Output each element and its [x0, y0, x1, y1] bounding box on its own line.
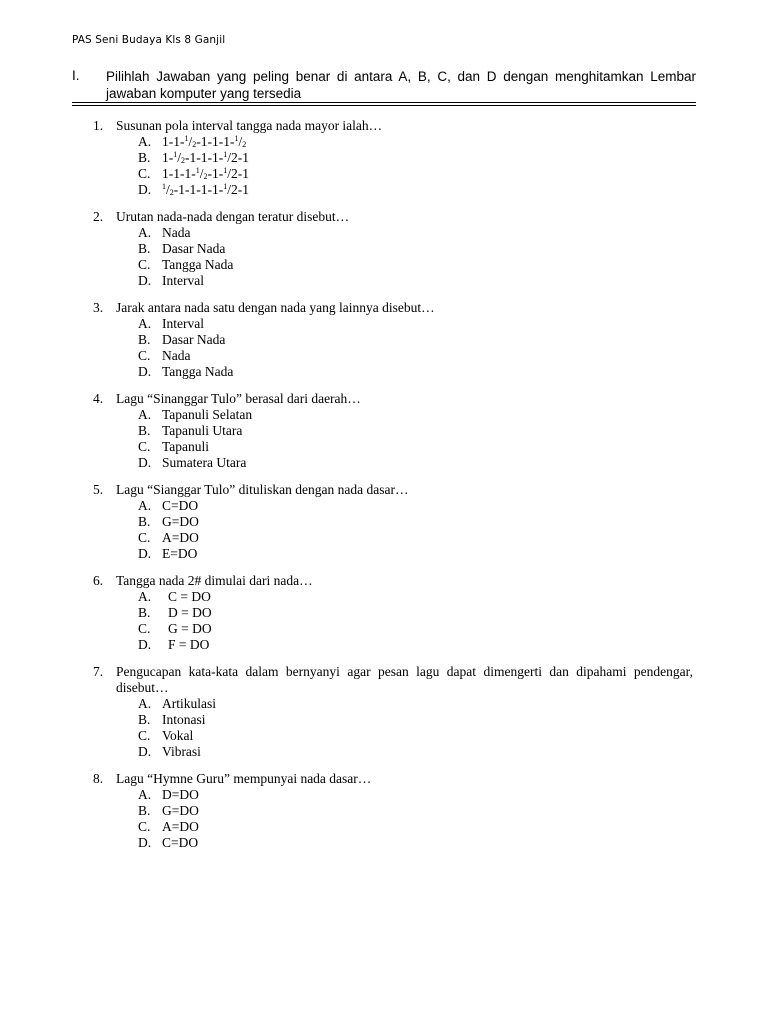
question-number: 4. — [93, 391, 104, 406]
option-text: Tapanuli Utara — [162, 423, 243, 438]
option-letter: A. — [138, 316, 152, 331]
option-letter: D. — [138, 637, 152, 652]
answer-option — [138, 637, 693, 653]
option-text: Vokal — [162, 728, 194, 743]
answer-option — [138, 423, 693, 439]
answer-option — [138, 621, 693, 637]
option-text: Intonasi — [162, 712, 206, 727]
option-text: Tapanuli Selatan — [162, 407, 253, 422]
answer-option — [138, 530, 693, 546]
answer-option — [138, 455, 693, 471]
option-text: A=DO — [162, 530, 199, 545]
option-letter: A. — [138, 787, 152, 802]
question-number: 8. — [93, 771, 104, 786]
answer-option — [138, 273, 693, 289]
option-text: Tangga Nada — [162, 257, 234, 272]
question-number: 1. — [93, 118, 104, 133]
question-item — [93, 664, 693, 760]
option-letter: A. — [138, 134, 152, 149]
answer-option — [138, 257, 693, 273]
option-letter: D. — [138, 546, 152, 561]
answer-option — [138, 498, 693, 514]
answer-option — [138, 332, 693, 348]
question-number: 7. — [93, 664, 104, 679]
answer-option — [138, 364, 693, 380]
question-text: Lagu “Hymne Guru” mempunyai nada dasar… — [116, 771, 372, 786]
answer-option — [138, 744, 693, 760]
option-text: Dasar Nada — [162, 241, 226, 256]
question-text: Urutan nada-nada dengan teratur disebut… — [116, 209, 350, 224]
option-letter: C. — [138, 819, 151, 834]
question-text: Lagu “Sianggar Tulo” dituliskan dengan nada dasar… — [116, 482, 409, 497]
question-text: Lagu “Sinanggar Tulo” berasal dari daerah… — [116, 391, 361, 406]
question-number: 5. — [93, 482, 104, 497]
option-letter: B. — [138, 423, 151, 438]
option-text: $1-1-^1/_2-1-1-1-^1/_2$ — [162, 134, 247, 149]
answer-option — [138, 546, 693, 562]
answer-option — [138, 166, 693, 182]
answer-option — [138, 728, 693, 744]
question-number: 2. — [93, 209, 104, 224]
option-letter: D. — [138, 835, 152, 850]
option-text: D=DO — [162, 787, 199, 802]
option-letter: A. — [138, 696, 152, 711]
option-text: $1-^1/_2-1-1-1-^1/2-1$ — [162, 150, 249, 165]
answer-option — [138, 241, 693, 257]
option-letter: D. — [138, 364, 152, 379]
answer-option — [138, 407, 693, 423]
option-letter: A. — [138, 225, 152, 240]
divider-line-double — [72, 105, 696, 106]
answer-option — [138, 605, 693, 621]
option-text: F = DO — [168, 637, 210, 652]
question-item — [93, 482, 693, 562]
question-text: Jarak antara nada satu dengan nada yang lainnya disebut… — [116, 300, 435, 315]
answer-option — [138, 134, 693, 150]
option-text: Dasar Nada — [162, 332, 226, 347]
option-letter: D. — [138, 744, 152, 759]
option-letter: C. — [138, 530, 151, 545]
option-text: $^1/_2-1-1-1-1-^1/2-1$ — [162, 182, 249, 197]
option-letter: C. — [138, 348, 151, 363]
option-letter: B. — [138, 332, 151, 347]
answer-option — [138, 316, 693, 332]
answer-option — [138, 225, 693, 241]
option-letter: C. — [138, 728, 151, 743]
option-letter: D. — [138, 273, 152, 288]
question-text: Susunan pola interval tangga nada mayor ialah… — [116, 118, 383, 133]
answer-option — [138, 150, 693, 166]
answer-option — [138, 787, 693, 803]
option-text: Interval — [162, 273, 204, 288]
answer-option — [138, 819, 693, 835]
answer-option — [138, 803, 693, 819]
answer-option — [138, 514, 693, 530]
option-letter: C. — [138, 166, 151, 181]
question-text: Tangga nada 2# dimulai dari nada… — [116, 573, 313, 588]
option-text: Nada — [162, 348, 191, 363]
option-text: Sumatera Utara — [162, 455, 247, 470]
answer-option — [138, 712, 693, 728]
answer-option — [138, 835, 693, 851]
question-list — [93, 118, 693, 862]
answer-option — [138, 182, 693, 198]
question-item — [93, 300, 693, 380]
option-letter: B. — [138, 605, 151, 620]
answer-option — [138, 348, 693, 364]
option-text: E=DO — [162, 546, 198, 561]
option-text: Interval — [162, 316, 204, 331]
question-item — [93, 118, 693, 198]
option-text: G=DO — [162, 803, 199, 818]
option-letter: D. — [138, 455, 152, 470]
option-text: Vibrasi — [162, 744, 201, 759]
section-number: I. — [72, 68, 80, 83]
option-text: G=DO — [162, 514, 199, 529]
option-letter: C. — [138, 439, 151, 454]
option-letter: A. — [138, 498, 152, 513]
instruction-text: Pilihlah Jawaban yang peling benar di antara A, B, C, dan D dengan menghitamkan Lembar jawaban komputer yang tersedia — [106, 69, 696, 101]
question-item — [93, 391, 693, 471]
option-text: Nada — [162, 225, 191, 240]
option-text: Artikulasi — [162, 696, 216, 711]
option-letter: B. — [138, 803, 151, 818]
option-text: $1-1-1-^1/_2-1-^1/2-1$ — [162, 166, 250, 181]
question-item — [93, 573, 693, 653]
option-text: A=DO — [162, 819, 199, 834]
answer-option — [138, 589, 693, 605]
option-letter: A. — [138, 407, 152, 422]
option-letter: D. — [138, 182, 152, 197]
option-letter: A. — [138, 589, 152, 604]
option-text: C = DO — [168, 589, 211, 604]
option-text: Tangga Nada — [162, 364, 234, 379]
option-letter: B. — [138, 241, 151, 256]
document-header: PAS Seni Budaya Kls 8 Ganjil — [72, 34, 226, 46]
option-text: G = DO — [168, 621, 212, 636]
question-text: Pengucapan kata-kata dalam bernyanyi agar pesan lagu dapat dimengerti dan dipahami pendengar, disebut… — [116, 664, 693, 695]
answer-option — [138, 696, 693, 712]
option-letter: B. — [138, 712, 151, 727]
option-text: Tapanuli — [162, 439, 210, 454]
divider-line — [72, 102, 696, 103]
option-letter: C. — [138, 257, 151, 272]
option-text: C=DO — [162, 498, 199, 513]
question-item — [93, 771, 693, 851]
question-number: 3. — [93, 300, 104, 315]
answer-option — [138, 439, 693, 455]
option-letter: C. — [138, 621, 151, 636]
option-letter: B. — [138, 514, 151, 529]
question-item — [93, 209, 693, 289]
option-text: D = DO — [168, 605, 212, 620]
option-letter: B. — [138, 150, 151, 165]
option-text: C=DO — [162, 835, 199, 850]
question-number: 6. — [93, 573, 104, 588]
